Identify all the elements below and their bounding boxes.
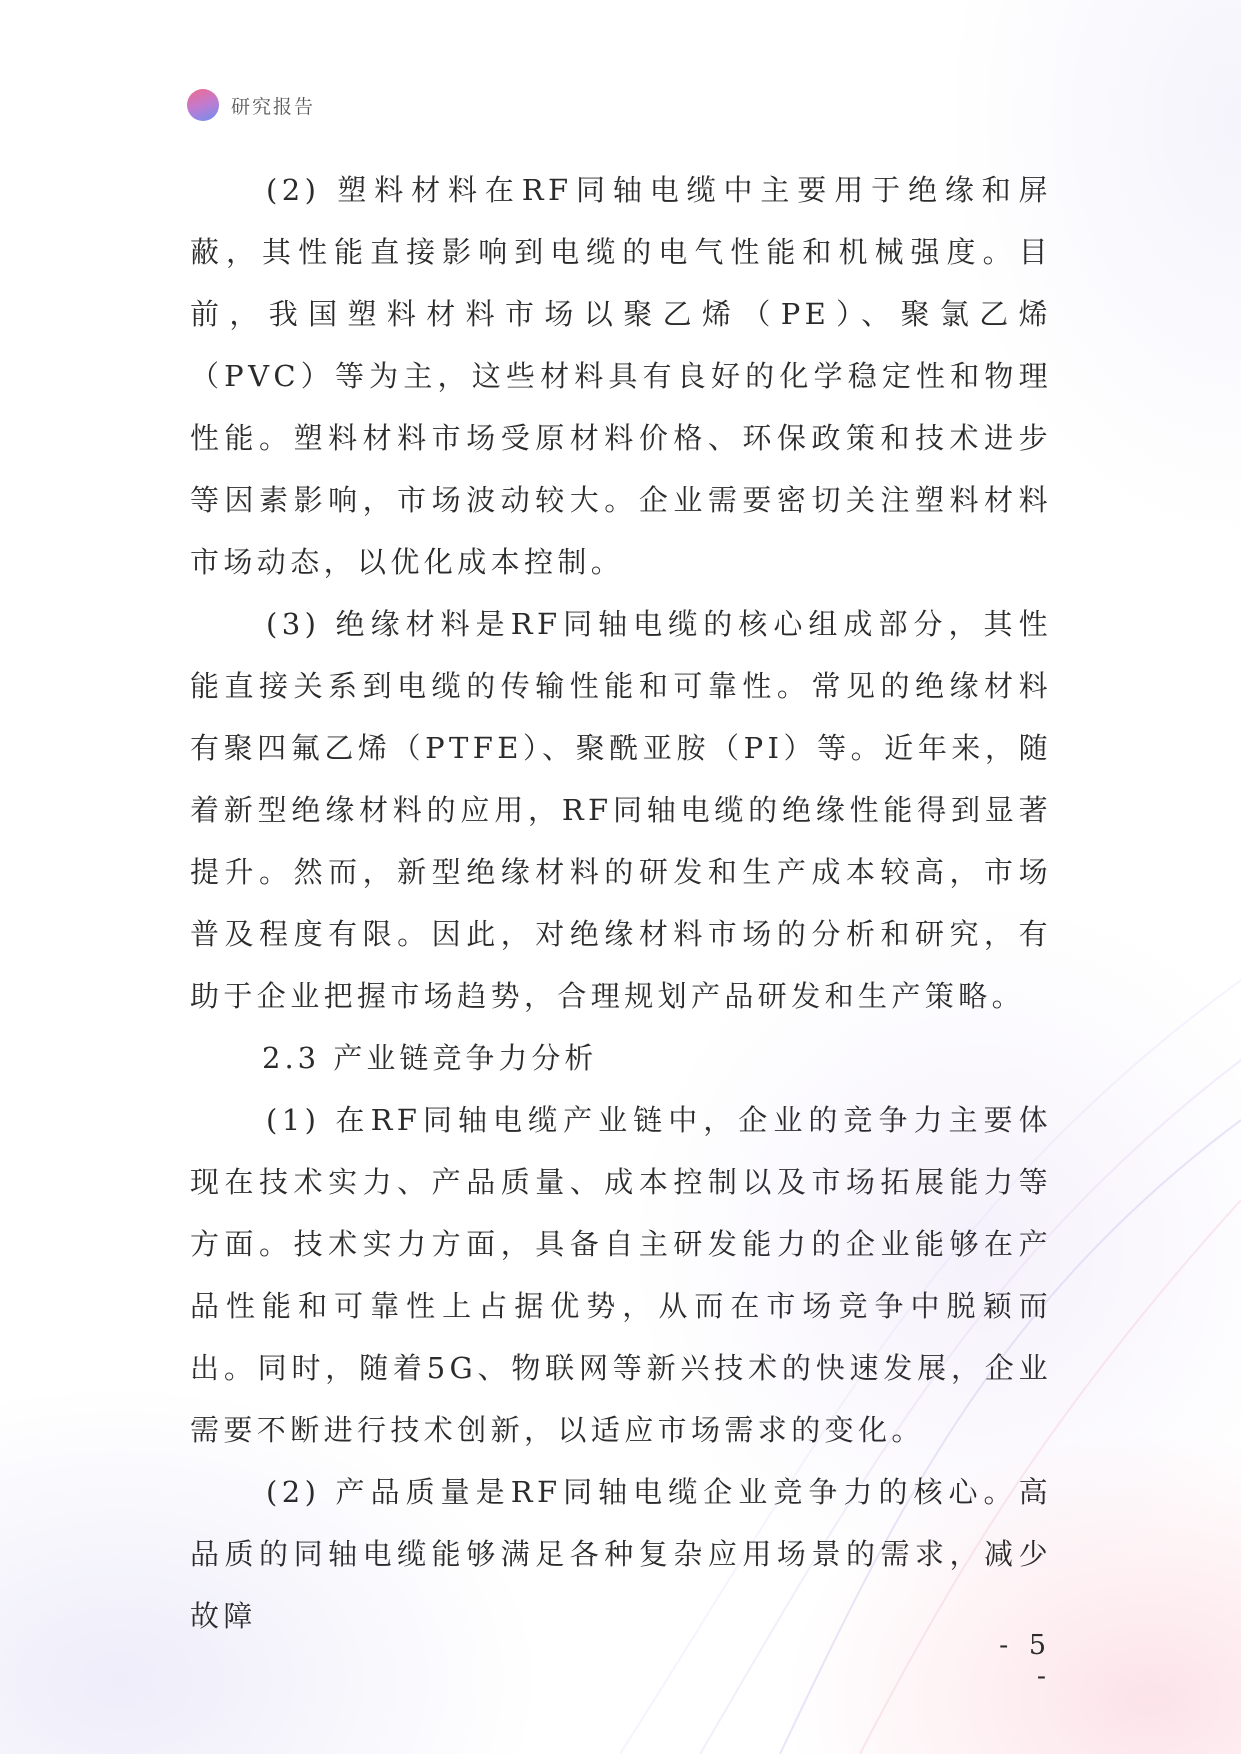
page-number: - 5 -	[999, 1630, 1052, 1692]
paragraph-plastic-materials: (2) 塑料材料在RF同轴电缆中主要用于绝缘和屏蔽，其性能直接影响到电缆的电气性能和机械强度。目前，我国塑料材料市场以聚乙烯（PE）、聚氯乙烯（PVC）等为主，这些材料具有良好的化学稳定性和物理性能。塑料材料市场受原材料价格、环保政策和技术进步等因素影响，市场波动较大。企业需要密切关注塑料材料市场动态，以优化成本控制。	[190, 173, 1052, 579]
header-title: 研究报告	[231, 95, 316, 118]
document-body	[190, 159, 1052, 1647]
page-header	[187, 88, 315, 122]
paragraph-insulation-materials: (3) 绝缘材料是RF同轴电缆的核心组成部分，其性能直接关系到电缆的传输性能和可靠性。常见的绝缘材料有聚四氟乙烯（PTFE）、聚酰亚胺（PI）等。近年来，随着新型绝缘材料的应用，RF同轴电缆的绝缘性能得到显著提升。然而，新型绝缘材料的研发和生产成本较高，市场普及程度有限。因此，对绝缘材料市场的分析和研究，有助于企业把握市场趋势，合理规划产品研发和生产策略。	[190, 607, 1052, 1013]
section-heading: 2.3 产业链竞争力分析	[262, 1041, 598, 1075]
paragraph-product-quality: (2) 产品质量是RF同轴电缆企业竞争力的核心。高品质的同轴电缆能够满足各种复杂应用场景的需求，减少故障	[190, 1475, 1052, 1633]
report-logo-icon	[187, 89, 219, 121]
paragraph-competitiveness: (1) 在RF同轴电缆产业链中，企业的竞争力主要体现在技术实力、产品质量、成本控制以及市场拓展能力等方面。技术实力方面，具备自主研发能力的企业能够在产品性能和可靠性上占据优势，从而在市场竞争中脱颖而出。同时，随着5G、物联网等新兴技术的快速发展，企业需要不断进行技术创新，以适应市场需求的变化。	[190, 1103, 1052, 1447]
